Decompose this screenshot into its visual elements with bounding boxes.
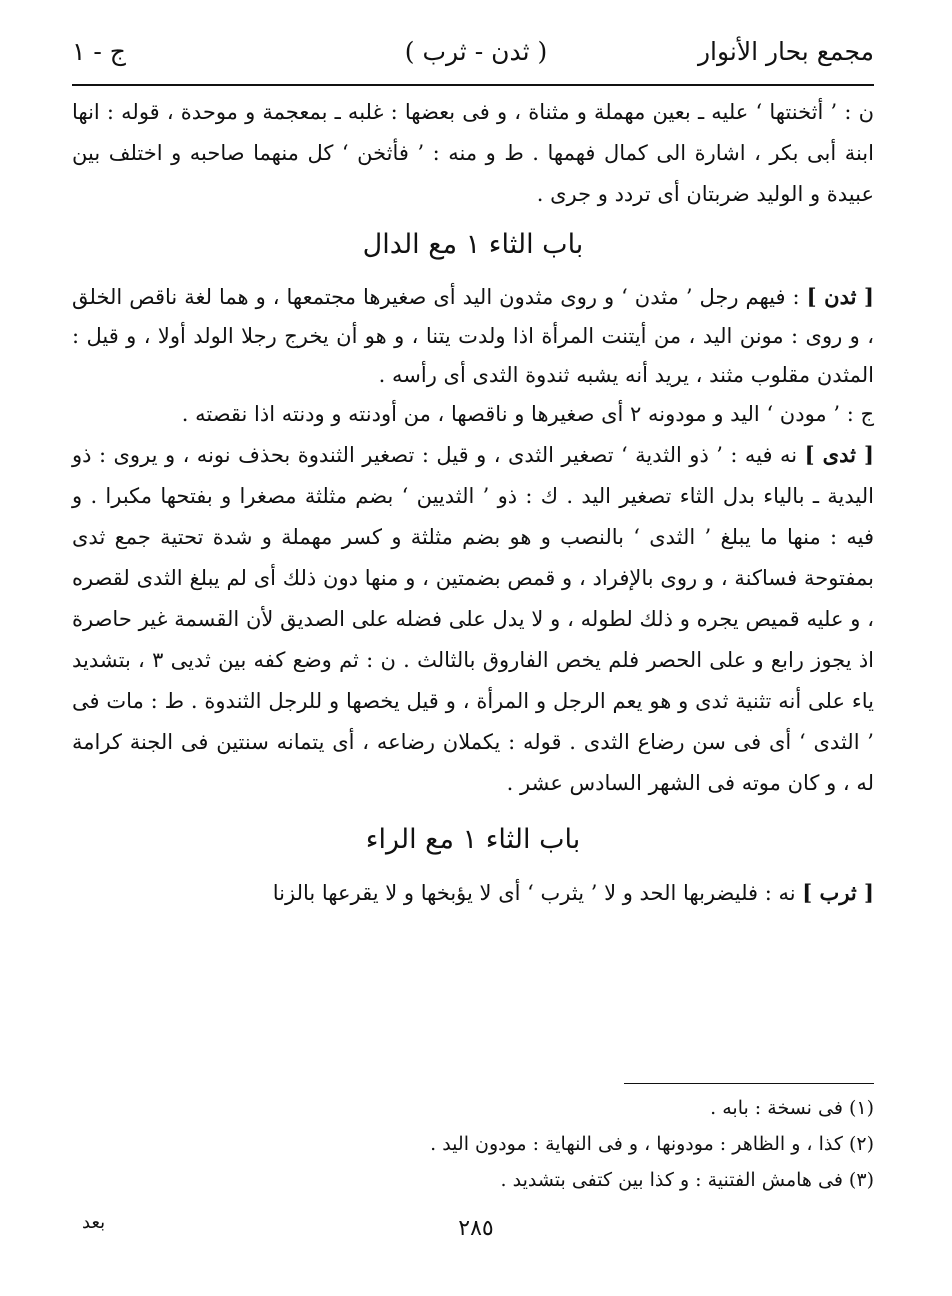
catchword: بعد <box>82 1212 106 1233</box>
page-number: ٢٨٥ <box>458 1216 494 1241</box>
entry-thdy-text: نه فيه : ’ ذو الثدية ‘ تصغير الثدى ، و قيل : تصغير الثندوة بحذف نونه ، و يروى : ذو اليدية ـ بالياء بدل الثاء تصغير اليد . ك : ذو ’ الثديين ‘ بضم مثلثة مصغرا و بفتحها مكبرا . و فيه : منها ما يبلغ ’ الثدى ‘ بالنصب و هو بضم مثلثة و كسر مهملة و شدة تحتية جمع ثدى بمفتوحة فساكنة ، و روى بالإفراد ، و قمص بضمتين ، و منها دون ذلك أى لم يبلغ الثدى لقصره ، و عليه قميص يجره و ذلك لطوله ، و لا يدل على فضله على الصديق لأن القسمة غير حاصرة اذ يجوز رابع و على الحصر فلم يخص الفاروق بالثالث . ن : ثم وضع كفه بين ثديى ٣ ، بتشديد ياء على أنه تثنية ثدى و هو يعم الرجل و المرأة ، و قيل يخصها و للرجل الثندوة . ط : مات فى ’ الثدى ‘ أى فى سن رضاع الثدى . قوله : يكملان رضاعه ، أى يتمانه سنتين فى الجنة كرامة له ، و كان موته فى الشهر السادس عشر . <box>72 443 875 795</box>
footnotes <box>72 1090 874 1198</box>
footnote-1: (١) فى نسخة : بابه . <box>710 1097 874 1119</box>
footnote-3: (٣) فى هامش الفتنية : و كذا بين كتفى بتشديد . <box>500 1169 874 1191</box>
entry-range: ( ثدن - ثرب ) <box>404 37 548 66</box>
lemma-thrb: [ ثرب ] <box>802 880 874 905</box>
opening-paragraph: ن : ’ أثخنتها ‘ عليه ـ بعين مهملة و مثناة ، و فى بعضها : غلبه ـ بمعجمة و موحدة ، قوله : انها ابنة أبى بكر ، اشارة الى كمال فهمها . ط و منه : ’ فأثخن ‘ كل منهما صاحبه و اختلف بين عبيدة و الوليد ضربتان أى تردد و جرى . <box>72 100 874 206</box>
lemma-thdn: [ ثدن ] <box>806 284 874 309</box>
chapter-heading-dal: باب الثاء ١ مع الدال <box>362 229 584 260</box>
entry-thdn-text: : فيهم رجل ’ مثدن ‘ و روى مثدون اليد أى صغيرها مجتمعها ، و هما لغة ناقص الخلق ، و روى : مونن اليد ، من أيتنت المرأة اذا ولدت يتنا ، و هو أن يخرج رجلا الولد أولا ، و قيل : المثدن مقلوب مثند ، يريد أنه يشبه ثندوة الثدى أى رأسه . <box>72 285 874 387</box>
lemma-thdy: [ ثدى ] <box>804 442 874 467</box>
entry-thrb <box>72 872 874 914</box>
running-title: مجمع بحار الأنوار <box>697 37 874 66</box>
entry-thdy <box>72 434 874 804</box>
chapter-heading-ra: باب الثاء ١ مع الراء <box>365 824 581 855</box>
entry-j-note: ج : ’ مودن ‘ اليد و مودونه ٢ أى صغيرها و ناقصها ، من أودنته و ودنته اذا نقصته . <box>181 402 874 426</box>
entry-thrb-text: نه : فليضربها الحد و لا ’ يثرب ‘ أى لا يؤبخها و لا يقرعها بالزنا <box>272 881 796 905</box>
volume-number: ج - ١ <box>72 37 126 66</box>
footnote-2: (٢) كذا ، و الظاهر : مودونها ، و فى النهاية : مودون اليد . <box>430 1133 874 1155</box>
header-rule <box>72 84 874 86</box>
footnote-rule <box>624 1083 874 1084</box>
main-text <box>72 92 874 914</box>
entry-thdn <box>72 277 874 395</box>
